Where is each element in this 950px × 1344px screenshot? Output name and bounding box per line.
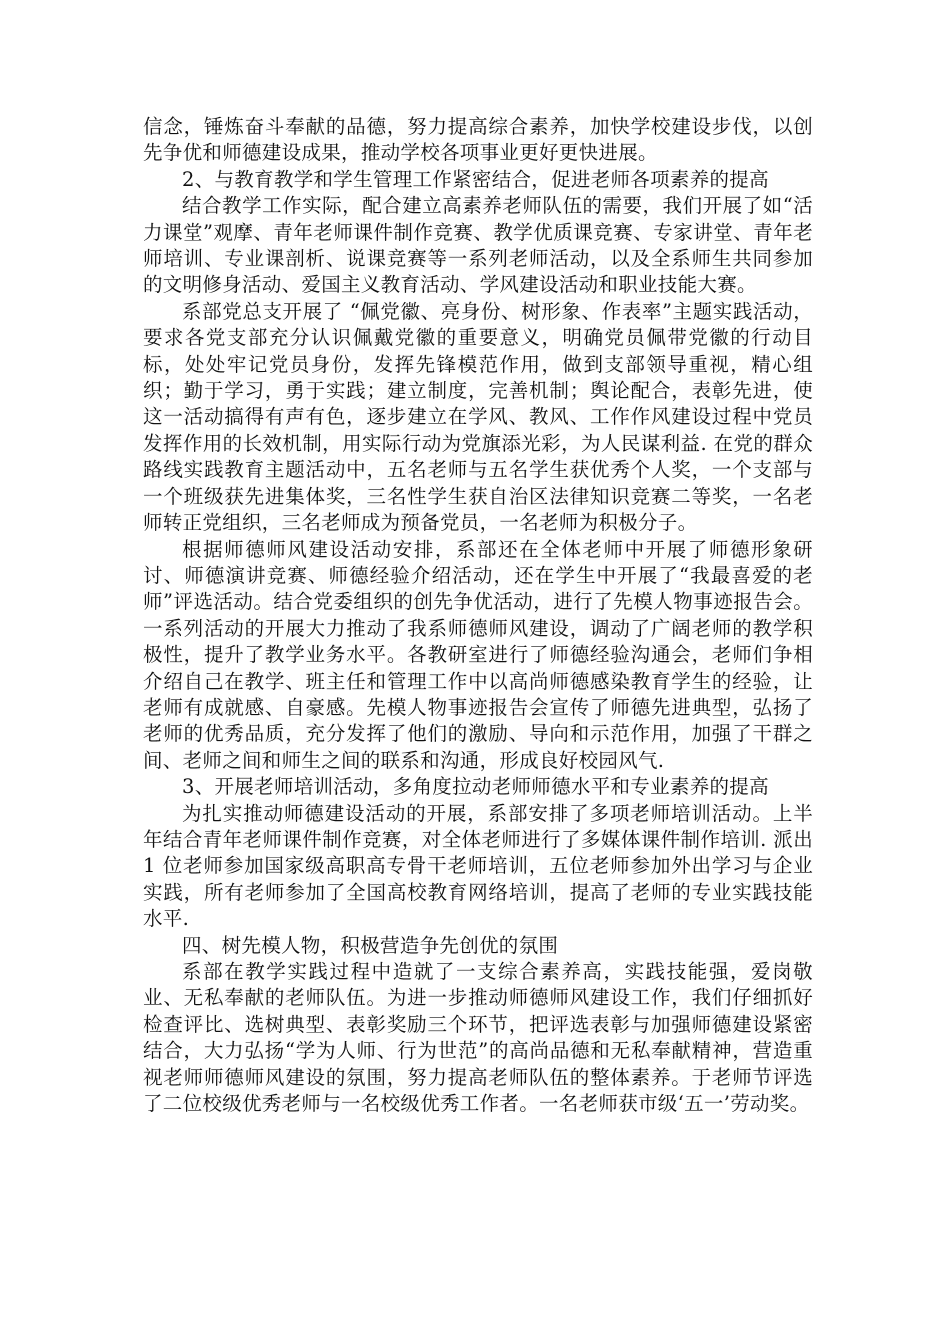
section-heading-2: 2、与教育教学和学生管理工作紧密结合，促进老师各项素养的提高 — [182, 167, 769, 191]
document-body — [143, 114, 813, 1117]
paragraph-training: 为扎实推动师德建设活动的开展，系部安排了多项老师培训活动。上半年结合青年老师课件制作竞赛，对全体老师进行了多媒体课件制作培训. 派出 1 位老师参加国家级高职高专骨干老师培训，五位老师参加外出学习与企业实践，所有老师参加了全国高校教育网络培训，提高了老师的专业实践技能水平. — [143, 801, 813, 931]
paragraph-party-badge: 系部党总支开展了 “佩党徽、亮身份、树形象、作表率”主题实践活动，要求各党支部充分认识佩戴党徽的重要意义，明确党员佩带党徽的行动目标，处处牢记党员身份，发挥先锋模范作用，做到支部领导重视，精心组织；勤于学习，勇于实践；建立制度，完善机制；舆论配合，表彰先进，使这一活动搞得有声有色，逐步建立在学风、教风、工作作风建设过程中党员发挥作用的长效机制，用实际行动为党旗添光彩，为人民谋利益. 在党的群众路线实践教育主题活动中，五名老师与五名学生获优秀个人奖，一个支部与一个班级获先进集体奖，三名性学生获自治区法律知识竞赛二等奖，一名老师转正党组织，三名老师成为预备党员，一名老师为积极分子。 — [143, 299, 813, 535]
paragraph-role-models: 系部在教学实践过程中造就了一支综合素养高，实践技能强，爱岗敬业、无私奉献的老师队伍。为进一步推动师德师风建设工作，我们仔细抓好检查评比、选树典型、表彰奖励三个环节，把评选表彰与加强师德建设紧密结合，大力弘扬“学为人师、行为世范”的高尚品德和无私奉献精神，营造重视老师师德师风建设的氛围，努力提高老师队伍的整体素养。于老师节评选了二位校级优秀老师与一名校级优秀工作者。一名老师获市级‘五一’劳动奖。 — [143, 960, 813, 1116]
section-heading-4: 四、树先模人物，积极营造争先创优的氛围 — [182, 933, 559, 957]
paragraph-ethics-activities: 根据师德师风建设活动安排，系部还在全体老师中开展了师德形象研讨、师德演讲竞赛、师德经验介绍活动，还在学生中开展了“我最喜爱的老师”评选活动。结合党委组织的创先争优活动，进行了先模人物事迹报告会。一系列活动的开展大力推动了我系师德师风建设，调动了广阔老师的教学积极性，提升了教学业务水平。各教研室进行了师德经验沟通会，老师们争相介绍自己在教学、班主任和管理工作中以高尚师德感染教育学生的经验，让老师有成就感、自豪感。先模人物事迹报告会宣传了师德先进典型，弘扬了老师的优秀品质，充分发挥了他们的激励、导向和示范作用，加强了干群之间、老师之间和师生之间的联系和沟通，形成良好校园风气. — [143, 537, 813, 772]
paragraph-continuation: 信念，锤炼奋斗奉献的品德，努力提高综合素养，加快学校建设步伐，以创先争优和师德建设成果，推动学校各项事业更好更快进展。 — [143, 115, 813, 165]
paragraph-activities: 结合教学工作实际，配合建立高素养老师队伍的需要，我们开展了如“活力课堂”观摩、青年老师课件制作竞赛、教学优质课竞赛、专家讲堂、青年老师培训、专业课剖析、说课竞赛等一系列老师活动，以及全系师生共同参加的文明修身活动、爱国主义教育活动、学风建设活动和职业技能大赛。 — [143, 194, 813, 297]
section-heading-3: 3、开展老师培训活动，多角度拉动老师师德水平和专业素养的提高 — [182, 775, 769, 799]
